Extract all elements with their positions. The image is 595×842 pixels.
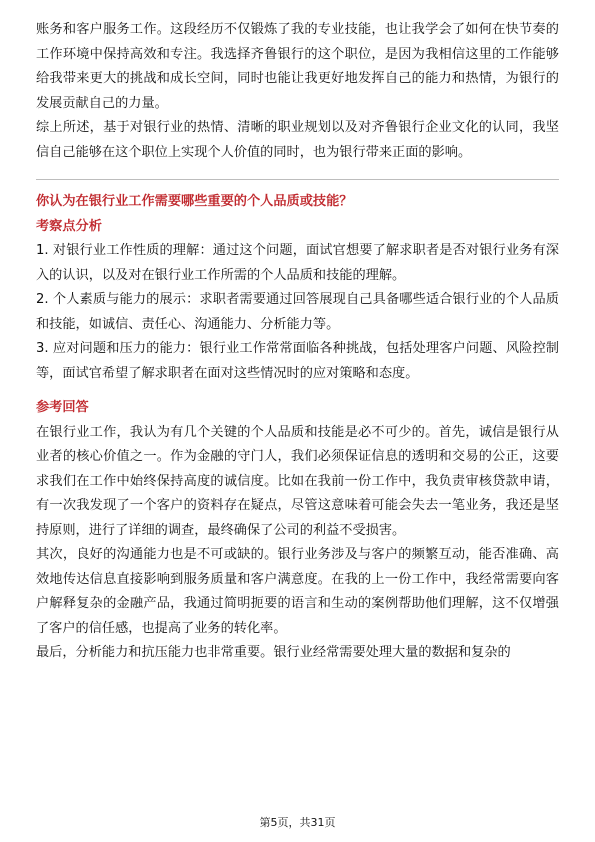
intro-paragraph: 账务和客户服务工作。这段经历不仅锻炼了我的专业技能，也让我学会了如何在快节奏的工作环境中保持高效和专注。我选择齐鲁银行的这个职位，是因为我相信这里的工作能够给我带来更大的挑战和成长空间，同时也能让我更好地发挥自己的能力和热情，为银行的发展贡献自己的力量。 [36,22,559,111]
page-content [36,18,559,666]
analysis-point: 1. 对银行业工作性质的理解：通过这个问题，面试官想要了解求职者是否对银行业务有深入的认识，以及对在银行业工作所需的个人品质和技能的理解。 [36,243,559,283]
question-heading: 你认为在银行业工作需要哪些重要的个人品质或技能？ [36,194,353,209]
answer-paragraph: 最后，分析能力和抗压能力也非常重要。银行业经常需要处理大量的数据和复杂的 [36,645,511,660]
answer-paragraph: 其次，良好的沟通能力也是不可或缺的。银行业务涉及与客户的频繁互动，能否准确、高效地传达信息直接影响到服务质量和客户满意度。在我的上一份工作中，我经常需要向客户解释复杂的金融产品，我通过简明扼要的语言和生动的案例帮助他们理解，这不仅增强了客户的信任感，也提高了业务的转化率。 [36,547,559,636]
answer-paragraph: 在银行业工作，我认为有几个关键的个人品质和技能是必不可少的。首先，诚信是银行从业者的核心价值之一。作为金融的守门人，我们必须保证信息的透明和交易的公正，这要求我们在工作中始终保持高度的诚信度。比如在我前一份工作中，我负责审核贷款申请，有一次我发现了一个客户的资料存在疑点，尽管这意味着可能会失去一笔业务，我还是坚持原则，进行了详细的调查，最终确保了公司的利益不受损害。 [36,424,559,538]
section-divider [36,179,559,180]
analysis-point: 2. 个人素质与能力的展示：求职者需要通过回答展现自己具备哪些适合银行业的个人品质和技能，如诚信、责任心、沟通能力、分析能力等。 [36,292,559,332]
answer-heading: 参考回答 [36,400,89,415]
analysis-point: 3. 应对问题和压力的能力：银行业工作常常面临各种挑战，包括处理客户问题、风险控制等，面试官希望了解求职者在面对这些情况时的应对策略和态度。 [36,341,559,381]
page-number: 第5页，共31页 [259,816,336,829]
analysis-heading: 考察点分析 [36,218,102,234]
intro-paragraph: 综上所述，基于对银行业的热情、清晰的职业规划以及对齐鲁银行企业文化的认同，我坚信自己能够在这个职位上实现个人价值的同时，也为银行带来正面的影响。 [36,120,559,160]
